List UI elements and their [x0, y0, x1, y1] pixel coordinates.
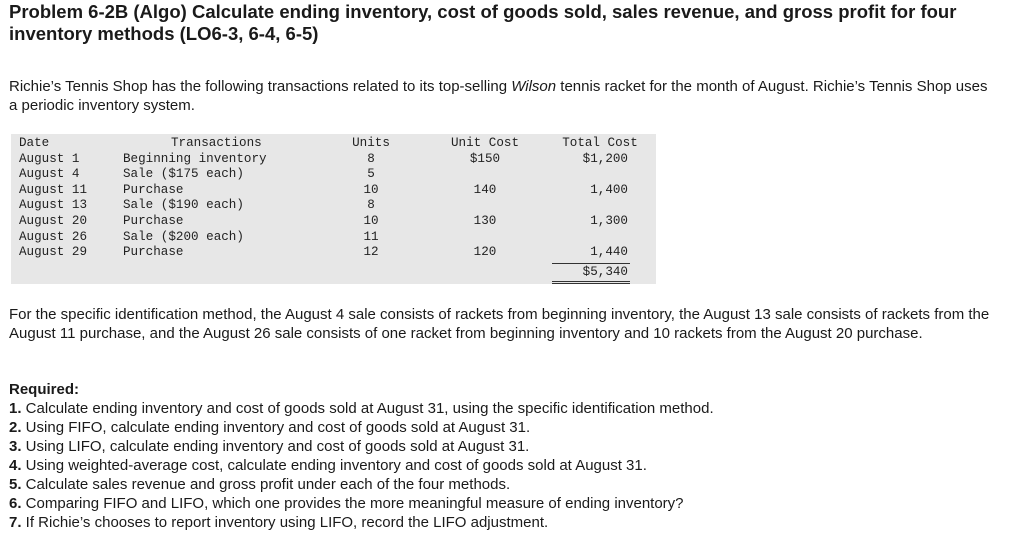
required-item-3: 3. Using LIFO, calculate ending inventory and cost of goods sold at August 31. [9, 438, 530, 455]
table-row [11, 167, 656, 182]
header-date: Date [19, 136, 50, 150]
table-row [11, 230, 656, 245]
required-item-6: 6. Comparing FIFO and LIFO, which one provides the more meaningful measure of ending inventory? [9, 495, 684, 512]
cell-transaction: Purchase [123, 182, 184, 197]
total-double-underline-top [552, 281, 630, 282]
cell-units: 10 [363, 182, 379, 197]
cell-units: 5 [367, 167, 375, 182]
cell-transaction: Sale ($200 each) [123, 229, 244, 244]
cell-unit-cost: $150 [469, 151, 501, 166]
cell-units: 8 [367, 198, 375, 213]
table-row [11, 214, 656, 229]
cell-transaction: Purchase [123, 245, 184, 260]
cell-total-cost: 1,440 [590, 245, 628, 260]
cell-unit-cost: 140 [473, 182, 497, 197]
table-header-row [11, 136, 656, 151]
cell-date: August 1 [19, 151, 80, 166]
cell-date: August 4 [19, 167, 80, 182]
required-section [9, 380, 1009, 532]
header-transactions: Transactions [171, 136, 262, 150]
cell-date: August 29 [19, 245, 88, 260]
header-unit-cost: Unit Cost [450, 136, 520, 150]
required-item-4: 4. Using weighted-average cost, calculate ending inventory and cost of goods sold at August 31. [9, 457, 647, 474]
header-total-cost: Total Cost [562, 136, 638, 150]
required-item-2: 2. Using FIFO, calculate ending inventory and cost of goods sold at August 31. [9, 419, 531, 436]
cell-date: August 26 [19, 229, 88, 244]
cell-units: 11 [363, 229, 379, 244]
grand-total: $5,340 [582, 264, 628, 279]
table-row [11, 183, 656, 198]
cell-total-cost: 1,300 [590, 214, 628, 228]
required-item-5: 5. Calculate sales revenue and gross profit under each of the four methods. [9, 476, 511, 493]
cell-date: August 13 [19, 198, 88, 213]
cell-unit-cost: 120 [473, 245, 497, 260]
cell-transaction: Beginning inventory [123, 151, 267, 166]
cell-transaction: Sale ($175 each) [123, 167, 244, 182]
cell-units: 10 [363, 214, 379, 228]
cell-date: August 11 [19, 182, 88, 197]
cell-transaction: Sale ($190 each) [123, 198, 244, 213]
intro-paragraph [9, 77, 999, 115]
table-row [11, 198, 656, 213]
intro-text-after: tennis racket for the month of August. Richie’s Tennis Shop uses a periodic inventory system. [9, 78, 988, 114]
table-row [11, 152, 656, 167]
intro-text-before: Richie’s Tennis Shop has the following transactions related to its top-selling [9, 78, 512, 95]
cell-total-cost: 1,400 [590, 182, 628, 197]
cell-date: August 20 [19, 214, 88, 228]
required-item-1: 1. Calculate ending inventory and cost of goods sold at August 31, using the specific identification method. [9, 400, 714, 417]
table-row [11, 245, 656, 260]
problem-title: Problem 6-2B (Algo) Calculate ending inventory, cost of goods sold, sales revenue, and gross profit for four inventory methods (LO6-3, 6-4, 6-5) [9, 1, 957, 44]
cell-units: 12 [363, 245, 379, 260]
cell-transaction: Purchase [123, 214, 184, 228]
header-units: Units [352, 136, 390, 150]
cell-units: 8 [367, 151, 375, 166]
transactions-table [11, 134, 656, 284]
cell-unit-cost: 130 [473, 214, 497, 228]
required-item-7: 7. If Richie’s chooses to report inventory using LIFO, record the LIFO adjustment. [9, 514, 549, 531]
intro-brand: Wilson [511, 78, 557, 95]
cell-total-cost: $1,200 [582, 151, 628, 166]
table-total-row [11, 265, 656, 280]
specific-identification-note: For the specific identification method, the August 4 sale consists of rackets from beginning inventory, the August 13 sale consists of rackets from the August 11 purchase, and the August 26 sale consists of one racket from beginning inventory and 10 rackets from the August 20 purchase. [9, 306, 990, 342]
total-double-underline-bottom [552, 283, 630, 284]
required-heading: Required: [9, 381, 80, 398]
